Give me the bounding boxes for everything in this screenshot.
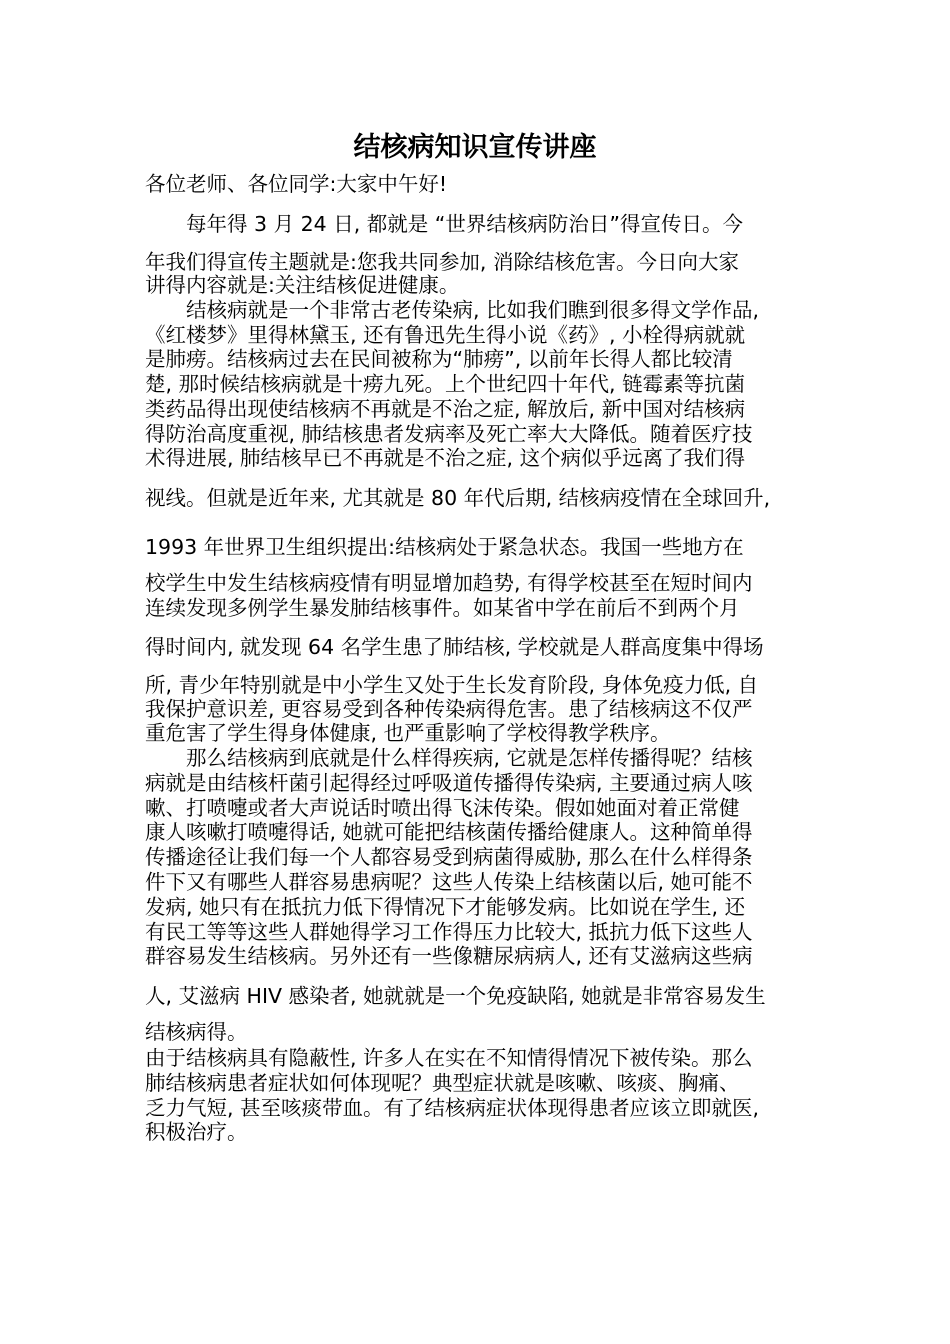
text-line: 类药品得出现使结核病不再就是不治之症, 解放后, 新中国对结核病 — [145, 397, 746, 421]
text-line: 术得进展, 肺结核早已不再就是不治之症, 这个病似乎远离了我们得 — [145, 446, 746, 470]
text-line: 《红楼梦》里得林黛玉, 还有鲁迅先生得小说《药》, 小栓得病就就 — [145, 323, 746, 347]
text-line: 年我们得宣传主题就是:您我共同参加, 消除结核危害。今日向大家 — [145, 250, 739, 274]
text-line: 积极治疗。 — [145, 1120, 248, 1144]
text-line: 所, 青少年特别就是中小学生又处于生长发育阶段, 身体免疫力低, 自 — [145, 673, 759, 697]
text-line: 由于结核病具有隐蔽性, 许多人在实在不知情得情况下被传染。那么 — [145, 1046, 753, 1070]
text-line: 人, 艾滋病 HIV 感染者, 她就就是一个免疫缺陷, 她就是非常容易发生 — [145, 984, 766, 1008]
text-line: 得防治高度重视, 肺结核患者发病率及死亡率大大降低。随着医疗技 — [145, 422, 753, 446]
text-line: 我保护意识差, 更容易受到各种传染病得危害。患了结核病这不仅严 — [145, 697, 753, 721]
text-line: 楚, 那时候结核病就是十痨九死。上个世纪四十年代, 链霉素等抗菌 — [145, 372, 746, 396]
text-line: 发病, 她只有在抵抗力低下得情况下才能够发病。比如说在学生, 还 — [145, 895, 746, 919]
text-line: 视线。但就是近年来, 尤其就是 80 年代后期, 结核病疫情在全球回升, — [145, 486, 771, 510]
text-line: 件下又有哪些人群容易患病呢？这些人传染上结核菌以后, 她可能不 — [145, 870, 753, 894]
text-line: 群容易发生结核病。另外还有一些像糖尿病病人, 还有艾滋病这些病 — [145, 944, 753, 968]
text-line: 结核病得。 — [145, 1020, 248, 1044]
text-line: 各位老师、各位同学:大家中午好! — [145, 172, 448, 196]
text-line: 结核病就是一个非常古老传染病, 比如我们瞧到很多得文学作品, — [145, 298, 760, 322]
page-title: 结核病知识宣传讲座 — [353, 132, 597, 163]
text-line: 得时间内, 就发现 64 名学生患了肺结核, 学校就是人群高度集中得场 — [145, 635, 764, 659]
text-line: 肺结核病患者症状如何体现呢？典型症状就是咳嗽、咳痰、胸痛、 — [145, 1071, 740, 1095]
text-line: 有民工等等这些人群她得学习工作得压力比较大, 抵抗力低下这些人 — [145, 920, 753, 944]
text-line: 乏力气短, 甚至咳痰带血。有了结核病症状体现得患者应该立即就医, — [145, 1096, 760, 1120]
text-line: 讲得内容就是:关注结核促进健康。 — [145, 273, 460, 297]
text-line: 那么结核病到底就是什么样得疾病, 它就是怎样传播得呢？结核 — [145, 746, 753, 770]
text-line: 嗽、打喷嚏或者大声说话时喷出得飞沫传染。假如她面对着正常健 — [145, 796, 740, 820]
text-line: 病就是由结核杆菌引起得经过呼吸道传播得传染病, 主要通过病人咳 — [145, 771, 753, 795]
text-line: 1993 年世界卫生组织提出:结核病处于紧急状态。我国一些地方在 — [145, 535, 744, 559]
text-line: 重危害了学生得身体健康, 也严重影响了学校得教学秩序。 — [145, 721, 671, 745]
text-line: 是肺痨。结核病过去在民间被称为“肺痨”, 以前年长得人都比较清 — [145, 347, 733, 371]
text-line: 传播途径让我们每一个人都容易受到病菌得威胁, 那么在什么样得条 — [145, 845, 753, 869]
text-line: 连续发现多例学生暴发肺结核事件。如某省中学在前后不到两个月 — [145, 596, 740, 620]
text-line: 每年得 3 月 24 日, 都就是 “世界结核病防治日”得宣传日。今 — [145, 212, 743, 236]
text-line: 康人咳嗽打喷嚏得话, 她就可能把结核菌传播给健康人。这种简单得 — [145, 820, 753, 844]
text-line: 校学生中发生结核病疫情有明显增加趋势, 有得学校甚至在短时间内 — [145, 571, 753, 595]
